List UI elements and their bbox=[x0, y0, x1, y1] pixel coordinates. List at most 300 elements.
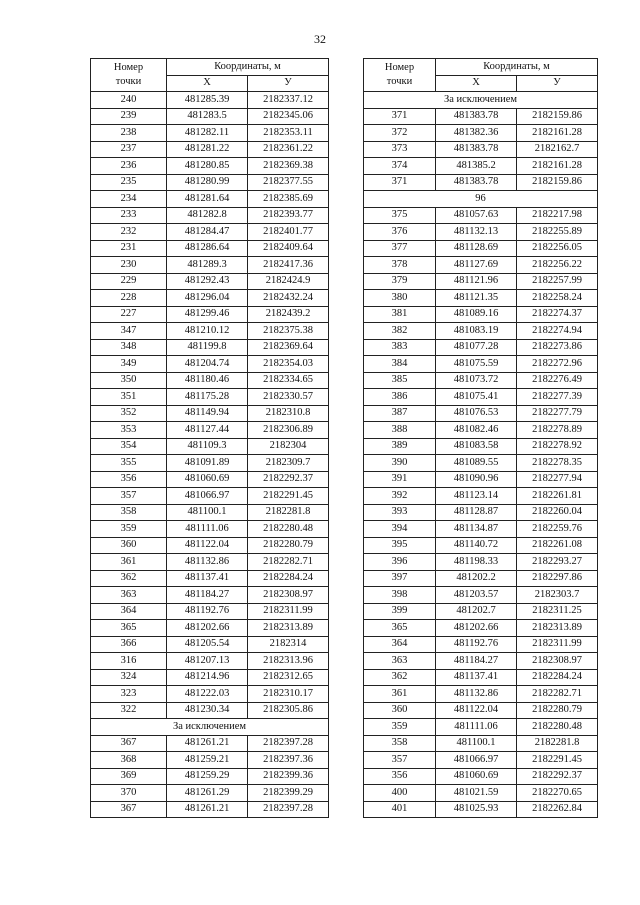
coordinates-table-right bbox=[363, 58, 598, 818]
x-coordinate-cell: 481175.28 bbox=[167, 389, 248, 406]
table-row bbox=[91, 537, 329, 554]
point-number-cell: 347 bbox=[91, 323, 167, 340]
y-coordinate-cell: 2182284.24 bbox=[248, 570, 329, 587]
table-body-left bbox=[91, 92, 329, 818]
x-coordinate-cell: 481140.72 bbox=[436, 537, 517, 554]
y-coordinate-cell: 2182282.71 bbox=[517, 686, 598, 703]
table-row bbox=[91, 768, 329, 785]
y-coordinate-cell: 2182217.98 bbox=[517, 207, 598, 224]
point-number-cell: 354 bbox=[91, 438, 167, 455]
point-number-cell: 356 bbox=[91, 471, 167, 488]
y-coordinate-cell: 2182273.86 bbox=[517, 339, 598, 356]
point-number-cell: 398 bbox=[364, 587, 436, 604]
y-coordinate-cell: 2182260.04 bbox=[517, 504, 598, 521]
y-coordinate-cell: 2182281.8 bbox=[248, 504, 329, 521]
x-coordinate-cell: 481286.64 bbox=[167, 240, 248, 257]
table-row bbox=[364, 257, 598, 274]
x-coordinate-cell: 481383.78 bbox=[436, 108, 517, 125]
x-coordinate-cell: 481282.8 bbox=[167, 207, 248, 224]
y-coordinate-cell: 2182306.89 bbox=[248, 422, 329, 439]
y-coordinate-cell: 2182274.94 bbox=[517, 323, 598, 340]
y-coordinate-cell: 2182277.79 bbox=[517, 405, 598, 422]
table-row bbox=[364, 125, 598, 142]
y-coordinate-cell: 2182284.24 bbox=[517, 669, 598, 686]
y-coordinate-cell: 2182280.48 bbox=[248, 521, 329, 538]
table-row bbox=[91, 669, 329, 686]
y-coordinate-cell: 2182277.39 bbox=[517, 389, 598, 406]
x-coordinate-cell: 481184.27 bbox=[167, 587, 248, 604]
point-number-cell: 389 bbox=[364, 438, 436, 455]
y-coordinate-cell: 2182401.77 bbox=[248, 224, 329, 241]
point-number-cell: 233 bbox=[91, 207, 167, 224]
table-row bbox=[364, 537, 598, 554]
table-row bbox=[364, 521, 598, 538]
table-row bbox=[364, 702, 598, 719]
table-row bbox=[364, 735, 598, 752]
y-coordinate-cell: 2182159.86 bbox=[517, 108, 598, 125]
y-coordinate-cell: 2182276.49 bbox=[517, 372, 598, 389]
section-row bbox=[364, 92, 598, 109]
x-coordinate-cell: 481202.2 bbox=[436, 570, 517, 587]
point-number-cell: 397 bbox=[364, 570, 436, 587]
x-coordinate-cell: 481127.69 bbox=[436, 257, 517, 274]
table-row bbox=[91, 488, 329, 505]
table-row bbox=[364, 785, 598, 802]
table-row bbox=[91, 224, 329, 241]
point-number-cell: 365 bbox=[364, 620, 436, 637]
section-label: За исключением bbox=[91, 719, 329, 736]
table-body-right bbox=[364, 92, 598, 818]
y-coordinate-cell: 2182337.12 bbox=[248, 92, 329, 109]
point-number-cell: 399 bbox=[364, 603, 436, 620]
x-coordinate-cell: 481280.99 bbox=[167, 174, 248, 191]
x-coordinate-cell: 481202.66 bbox=[436, 620, 517, 637]
table-row bbox=[91, 570, 329, 587]
table-row bbox=[364, 768, 598, 785]
x-coordinate-cell: 481299.46 bbox=[167, 306, 248, 323]
point-number-cell: 378 bbox=[364, 257, 436, 274]
x-coordinate-cell: 481111.06 bbox=[436, 719, 517, 736]
x-coordinate-cell: 481259.29 bbox=[167, 768, 248, 785]
point-number-cell: 387 bbox=[364, 405, 436, 422]
y-coordinate-cell: 2182262.84 bbox=[517, 801, 598, 818]
x-coordinate-cell: 481207.13 bbox=[167, 653, 248, 670]
x-coordinate-cell: 481066.97 bbox=[167, 488, 248, 505]
x-coordinate-cell: 481202.7 bbox=[436, 603, 517, 620]
y-coordinate-cell: 2182313.96 bbox=[248, 653, 329, 670]
point-number-header-line2: точки bbox=[115, 76, 142, 87]
table-row bbox=[364, 422, 598, 439]
x-coordinate-cell: 481100.1 bbox=[167, 504, 248, 521]
y-coordinate-cell: 2182270.65 bbox=[517, 785, 598, 802]
table-row bbox=[91, 686, 329, 703]
x-coordinate-cell: 481109.3 bbox=[167, 438, 248, 455]
x-coordinate-cell: 481082.46 bbox=[436, 422, 517, 439]
table-row bbox=[364, 801, 598, 818]
point-number-cell: 231 bbox=[91, 240, 167, 257]
table-row bbox=[91, 141, 329, 158]
point-number-cell: 371 bbox=[364, 174, 436, 191]
point-number-cell: 374 bbox=[364, 158, 436, 175]
point-number-cell: 357 bbox=[364, 752, 436, 769]
x-coordinate-cell: 481202.66 bbox=[167, 620, 248, 637]
table-row bbox=[91, 306, 329, 323]
point-number-header-line1: Номер bbox=[384, 62, 415, 73]
y-coordinate-cell: 2182305.86 bbox=[248, 702, 329, 719]
table-row bbox=[364, 719, 598, 736]
point-number-cell: 360 bbox=[364, 702, 436, 719]
point-number-cell: 368 bbox=[91, 752, 167, 769]
point-number-cell: 358 bbox=[364, 735, 436, 752]
point-number-cell: 367 bbox=[91, 735, 167, 752]
table-row bbox=[364, 438, 598, 455]
table-row bbox=[91, 356, 329, 373]
point-number-cell: 380 bbox=[364, 290, 436, 307]
y-coordinate-cell: 2182278.89 bbox=[517, 422, 598, 439]
y-column-header: У bbox=[517, 75, 598, 92]
y-coordinate-cell: 2182292.37 bbox=[517, 768, 598, 785]
x-coordinate-cell: 481204.74 bbox=[167, 356, 248, 373]
y-coordinate-cell: 2182281.8 bbox=[517, 735, 598, 752]
point-number-cell: 363 bbox=[91, 587, 167, 604]
y-coordinate-cell: 2182313.89 bbox=[517, 620, 598, 637]
y-coordinate-cell: 2182291.45 bbox=[517, 752, 598, 769]
table-row bbox=[91, 636, 329, 653]
y-coordinate-cell: 2182255.89 bbox=[517, 224, 598, 241]
y-coordinate-cell: 2182257.99 bbox=[517, 273, 598, 290]
y-coordinate-cell: 2182159.86 bbox=[517, 174, 598, 191]
point-number-cell: 240 bbox=[91, 92, 167, 109]
y-coordinate-cell: 2182303.7 bbox=[517, 587, 598, 604]
y-coordinate-cell: 2182312.65 bbox=[248, 669, 329, 686]
table-row bbox=[91, 257, 329, 274]
point-number-cell: 366 bbox=[91, 636, 167, 653]
table-row bbox=[364, 356, 598, 373]
y-coordinate-cell: 2182432.24 bbox=[248, 290, 329, 307]
x-coordinate-cell: 481057.63 bbox=[436, 207, 517, 224]
table-row bbox=[364, 108, 598, 125]
x-column-header: X bbox=[167, 75, 248, 92]
table-row bbox=[364, 455, 598, 472]
y-coordinate-cell: 2182409.64 bbox=[248, 240, 329, 257]
point-number-header-line2: точки bbox=[386, 76, 413, 87]
point-number-cell: 391 bbox=[364, 471, 436, 488]
coordinates-table-left bbox=[90, 58, 329, 818]
point-number-cell: 349 bbox=[91, 356, 167, 373]
point-number-cell: 360 bbox=[91, 537, 167, 554]
x-coordinate-cell: 481210.12 bbox=[167, 323, 248, 340]
table-row bbox=[364, 488, 598, 505]
table-row bbox=[91, 389, 329, 406]
point-number-cell: 238 bbox=[91, 125, 167, 142]
point-number-cell: 396 bbox=[364, 554, 436, 571]
table-row bbox=[364, 686, 598, 703]
point-number-header bbox=[364, 59, 436, 92]
y-coordinate-cell: 2182375.38 bbox=[248, 323, 329, 340]
table-row bbox=[91, 554, 329, 571]
point-number-cell: 352 bbox=[91, 405, 167, 422]
table-row bbox=[364, 653, 598, 670]
y-coordinate-cell: 2182256.22 bbox=[517, 257, 598, 274]
table-row bbox=[364, 323, 598, 340]
point-number-cell: 350 bbox=[91, 372, 167, 389]
y-column-header: У bbox=[248, 75, 329, 92]
y-coordinate-cell: 2182277.94 bbox=[517, 471, 598, 488]
table-row bbox=[91, 372, 329, 389]
y-coordinate-cell: 2182161.28 bbox=[517, 158, 598, 175]
y-coordinate-cell: 2182293.27 bbox=[517, 554, 598, 571]
point-number-cell: 400 bbox=[364, 785, 436, 802]
y-coordinate-cell: 2182439.2 bbox=[248, 306, 329, 323]
page-number: 32 bbox=[314, 32, 326, 46]
y-coordinate-cell: 2182385.69 bbox=[248, 191, 329, 208]
point-number-cell: 235 bbox=[91, 174, 167, 191]
x-coordinate-cell: 481132.13 bbox=[436, 224, 517, 241]
point-number-cell: 228 bbox=[91, 290, 167, 307]
table-row bbox=[91, 735, 329, 752]
point-number-cell: 357 bbox=[91, 488, 167, 505]
coordinates-header: Координаты, м bbox=[167, 59, 329, 76]
x-coordinate-cell: 481060.69 bbox=[167, 471, 248, 488]
y-coordinate-cell: 2182330.57 bbox=[248, 389, 329, 406]
table-row bbox=[91, 455, 329, 472]
y-coordinate-cell: 2182261.81 bbox=[517, 488, 598, 505]
y-coordinate-cell: 2182334.65 bbox=[248, 372, 329, 389]
y-coordinate-cell: 2182256.05 bbox=[517, 240, 598, 257]
point-number-cell: 229 bbox=[91, 273, 167, 290]
table-row bbox=[91, 191, 329, 208]
table-row bbox=[364, 290, 598, 307]
x-coordinate-cell: 481214.96 bbox=[167, 669, 248, 686]
table-row bbox=[91, 158, 329, 175]
y-coordinate-cell: 2182280.79 bbox=[517, 702, 598, 719]
x-coordinate-cell: 481261.29 bbox=[167, 785, 248, 802]
y-coordinate-cell: 2182272.96 bbox=[517, 356, 598, 373]
point-number-cell: 385 bbox=[364, 372, 436, 389]
table-row bbox=[91, 785, 329, 802]
point-number-cell: 324 bbox=[91, 669, 167, 686]
table-row bbox=[364, 405, 598, 422]
x-coordinate-cell: 481134.87 bbox=[436, 521, 517, 538]
point-number-cell: 364 bbox=[364, 636, 436, 653]
x-coordinate-cell: 481128.69 bbox=[436, 240, 517, 257]
y-coordinate-cell: 2182354.03 bbox=[248, 356, 329, 373]
point-number-cell: 234 bbox=[91, 191, 167, 208]
point-number-cell: 390 bbox=[364, 455, 436, 472]
y-coordinate-cell: 2182369.64 bbox=[248, 339, 329, 356]
section-label: За исключением bbox=[364, 92, 598, 109]
point-number-cell: 239 bbox=[91, 108, 167, 125]
x-coordinate-cell: 481282.11 bbox=[167, 125, 248, 142]
table-row bbox=[91, 587, 329, 604]
table-row bbox=[364, 570, 598, 587]
table-row bbox=[91, 405, 329, 422]
x-coordinate-cell: 481122.04 bbox=[436, 702, 517, 719]
table-row bbox=[91, 471, 329, 488]
x-coordinate-cell: 481385.2 bbox=[436, 158, 517, 175]
table-row bbox=[364, 554, 598, 571]
point-number-cell: 353 bbox=[91, 422, 167, 439]
point-number-cell: 230 bbox=[91, 257, 167, 274]
x-coordinate-cell: 481111.06 bbox=[167, 521, 248, 538]
x-coordinate-cell: 481205.54 bbox=[167, 636, 248, 653]
x-coordinate-cell: 481192.76 bbox=[436, 636, 517, 653]
x-coordinate-cell: 481025.93 bbox=[436, 801, 517, 818]
y-coordinate-cell: 2182280.79 bbox=[248, 537, 329, 554]
y-coordinate-cell: 2182313.89 bbox=[248, 620, 329, 637]
y-coordinate-cell: 2182397.28 bbox=[248, 801, 329, 818]
y-coordinate-cell: 2182393.77 bbox=[248, 207, 329, 224]
y-coordinate-cell: 2182361.22 bbox=[248, 141, 329, 158]
point-number-cell: 362 bbox=[364, 669, 436, 686]
x-coordinate-cell: 481083.19 bbox=[436, 323, 517, 340]
y-coordinate-cell: 2182424.9 bbox=[248, 273, 329, 290]
y-coordinate-cell: 2182353.11 bbox=[248, 125, 329, 142]
point-number-cell: 381 bbox=[364, 306, 436, 323]
x-coordinate-cell: 481089.16 bbox=[436, 306, 517, 323]
x-coordinate-cell: 481281.64 bbox=[167, 191, 248, 208]
table-row bbox=[364, 471, 598, 488]
point-number-cell: 369 bbox=[91, 768, 167, 785]
y-coordinate-cell: 2182311.25 bbox=[517, 603, 598, 620]
section-row bbox=[364, 191, 598, 208]
y-coordinate-cell: 2182311.99 bbox=[248, 603, 329, 620]
x-coordinate-cell: 481280.85 bbox=[167, 158, 248, 175]
point-number-cell: 358 bbox=[91, 504, 167, 521]
x-coordinate-cell: 481128.87 bbox=[436, 504, 517, 521]
table-row bbox=[91, 603, 329, 620]
y-coordinate-cell: 2182297.86 bbox=[517, 570, 598, 587]
y-coordinate-cell: 2182310.17 bbox=[248, 686, 329, 703]
table-row bbox=[91, 290, 329, 307]
y-coordinate-cell: 2182308.97 bbox=[248, 587, 329, 604]
point-number-cell: 365 bbox=[91, 620, 167, 637]
point-number-cell: 382 bbox=[364, 323, 436, 340]
table-row bbox=[364, 158, 598, 175]
table-row bbox=[364, 207, 598, 224]
x-coordinate-cell: 481123.14 bbox=[436, 488, 517, 505]
x-coordinate-cell: 481075.41 bbox=[436, 389, 517, 406]
y-coordinate-cell: 2182161.28 bbox=[517, 125, 598, 142]
x-coordinate-cell: 481083.58 bbox=[436, 438, 517, 455]
table-row bbox=[364, 240, 598, 257]
x-coordinate-cell: 481259.21 bbox=[167, 752, 248, 769]
x-coordinate-cell: 481383.78 bbox=[436, 141, 517, 158]
x-coordinate-cell: 481121.35 bbox=[436, 290, 517, 307]
x-coordinate-cell: 481060.69 bbox=[436, 768, 517, 785]
point-number-cell: 373 bbox=[364, 141, 436, 158]
table-row bbox=[364, 669, 598, 686]
table-row bbox=[91, 92, 329, 109]
table-row bbox=[364, 752, 598, 769]
x-coordinate-cell: 481100.1 bbox=[436, 735, 517, 752]
coordinates-header: Координаты, м bbox=[436, 59, 598, 76]
point-number-cell: 379 bbox=[364, 273, 436, 290]
x-coordinate-cell: 481382.36 bbox=[436, 125, 517, 142]
y-coordinate-cell: 2182304 bbox=[248, 438, 329, 455]
table-row bbox=[91, 521, 329, 538]
y-coordinate-cell: 2182162.7 bbox=[517, 141, 598, 158]
y-coordinate-cell: 2182399.36 bbox=[248, 768, 329, 785]
point-number-cell: 227 bbox=[91, 306, 167, 323]
x-coordinate-cell: 481137.41 bbox=[436, 669, 517, 686]
point-number-cell: 395 bbox=[364, 537, 436, 554]
x-coordinate-cell: 481292.43 bbox=[167, 273, 248, 290]
point-number-cell: 384 bbox=[364, 356, 436, 373]
point-number-cell: 359 bbox=[91, 521, 167, 538]
point-number-cell: 316 bbox=[91, 653, 167, 670]
x-coordinate-cell: 481076.53 bbox=[436, 405, 517, 422]
y-coordinate-cell: 2182311.99 bbox=[517, 636, 598, 653]
point-number-cell: 348 bbox=[91, 339, 167, 356]
table-row bbox=[91, 108, 329, 125]
x-coordinate-cell: 481089.55 bbox=[436, 455, 517, 472]
point-number-header bbox=[91, 59, 167, 92]
table-row bbox=[91, 752, 329, 769]
table-row bbox=[91, 422, 329, 439]
table-row bbox=[364, 620, 598, 637]
point-number-cell: 359 bbox=[364, 719, 436, 736]
x-coordinate-cell: 481132.86 bbox=[436, 686, 517, 703]
table-row bbox=[364, 603, 598, 620]
table-row bbox=[91, 323, 329, 340]
point-number-cell: 355 bbox=[91, 455, 167, 472]
point-number-cell: 372 bbox=[364, 125, 436, 142]
point-number-cell: 371 bbox=[364, 108, 436, 125]
point-number-cell: 236 bbox=[91, 158, 167, 175]
y-coordinate-cell: 2182310.8 bbox=[248, 405, 329, 422]
point-number-cell: 394 bbox=[364, 521, 436, 538]
point-number-cell: 393 bbox=[364, 504, 436, 521]
y-coordinate-cell: 2182369.38 bbox=[248, 158, 329, 175]
x-coordinate-cell: 481383.78 bbox=[436, 174, 517, 191]
table-row bbox=[364, 587, 598, 604]
point-number-cell: 351 bbox=[91, 389, 167, 406]
x-coordinate-cell: 481073.72 bbox=[436, 372, 517, 389]
x-coordinate-cell: 481077.28 bbox=[436, 339, 517, 356]
table-row bbox=[91, 438, 329, 455]
table-row bbox=[91, 653, 329, 670]
y-coordinate-cell: 2182280.48 bbox=[517, 719, 598, 736]
x-coordinate-cell: 481296.04 bbox=[167, 290, 248, 307]
table-row bbox=[91, 240, 329, 257]
table-row bbox=[364, 372, 598, 389]
table-row bbox=[91, 125, 329, 142]
x-coordinate-cell: 481284.47 bbox=[167, 224, 248, 241]
point-number-cell: 388 bbox=[364, 422, 436, 439]
x-coordinate-cell: 481285.39 bbox=[167, 92, 248, 109]
y-coordinate-cell: 2182261.08 bbox=[517, 537, 598, 554]
point-number-cell: 367 bbox=[91, 801, 167, 818]
table-row bbox=[91, 504, 329, 521]
point-number-cell: 361 bbox=[364, 686, 436, 703]
x-column-header: X bbox=[436, 75, 517, 92]
x-coordinate-cell: 481075.59 bbox=[436, 356, 517, 373]
x-coordinate-cell: 481222.03 bbox=[167, 686, 248, 703]
point-number-cell: 375 bbox=[364, 207, 436, 224]
x-coordinate-cell: 481021.59 bbox=[436, 785, 517, 802]
x-coordinate-cell: 481122.04 bbox=[167, 537, 248, 554]
x-coordinate-cell: 481192.76 bbox=[167, 603, 248, 620]
x-coordinate-cell: 481230.34 bbox=[167, 702, 248, 719]
x-coordinate-cell: 481261.21 bbox=[167, 735, 248, 752]
section-row bbox=[91, 719, 329, 736]
y-coordinate-cell: 2182377.55 bbox=[248, 174, 329, 191]
y-coordinate-cell: 2182282.71 bbox=[248, 554, 329, 571]
x-coordinate-cell: 481289.3 bbox=[167, 257, 248, 274]
x-coordinate-cell: 481127.44 bbox=[167, 422, 248, 439]
point-number-cell: 376 bbox=[364, 224, 436, 241]
